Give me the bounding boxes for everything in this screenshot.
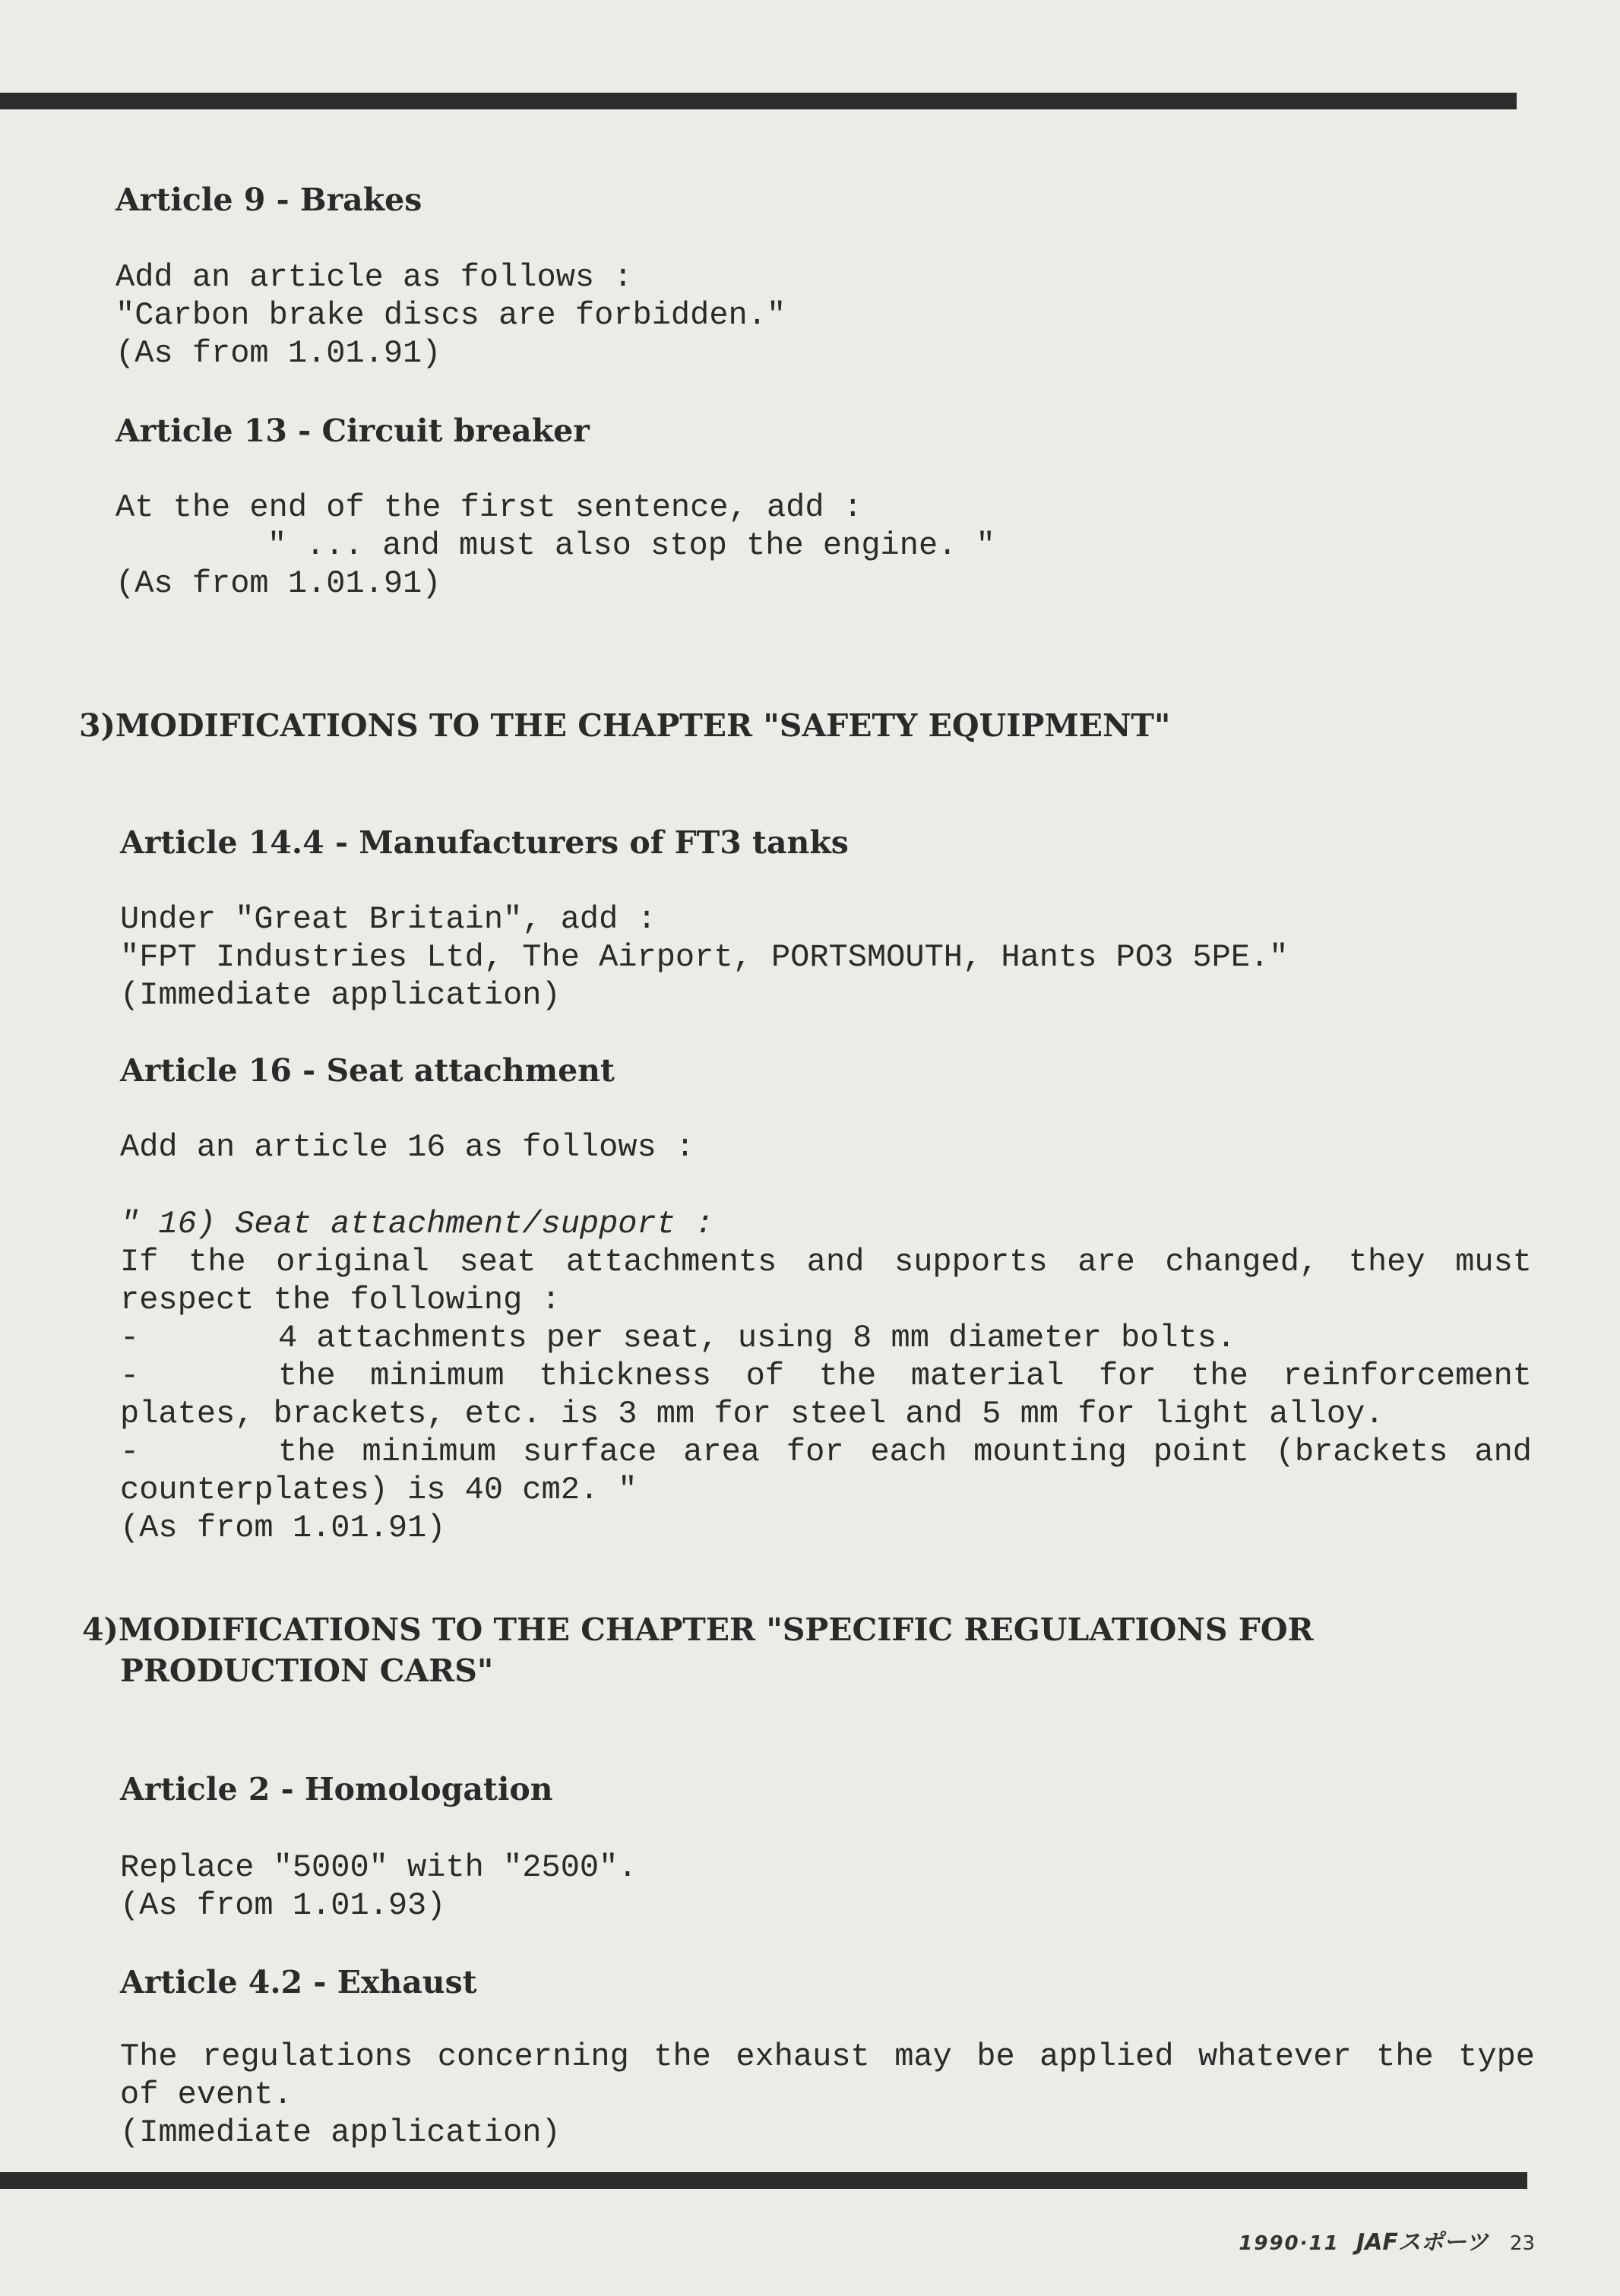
body-line: (Immediate application) (120, 977, 561, 1014)
body-line: (As from 1.01.91) (115, 335, 441, 372)
article-9-body (115, 258, 1535, 372)
body-line: If the original seat attachments and supports are changed, they must (120, 1244, 1532, 1280)
issue-date: 1990·11 (1239, 2232, 1340, 2255)
body-line: Add an article 16 as follows : (120, 1129, 695, 1165)
magazine-name: JAFスポーツ (1356, 2229, 1489, 2256)
article-4-2 (120, 1963, 1539, 2001)
article-14-4-body (120, 900, 1539, 1014)
list-item (120, 1433, 1532, 1471)
article-9 (115, 181, 1535, 219)
body-line: respect the following : (120, 1282, 561, 1318)
body-line: "Carbon brake discs are forbidden." (115, 297, 786, 334)
article-heading: Article 2 - Homologation (120, 1771, 553, 1807)
article-13 (115, 412, 1535, 450)
list-item-text: 4 attachments per seat, using 8 mm diameter bolts. (278, 1320, 1236, 1356)
body-line: (As from 1.01.91) (115, 565, 441, 602)
bottom-rule (0, 2172, 1527, 2189)
bullet-dash: - (120, 1358, 140, 1394)
article-heading: Article 4.2 - Exhaust (120, 1964, 477, 2000)
article-heading: Article 9 - Brakes (115, 182, 422, 218)
body-line: (Immediate application) (120, 2114, 561, 2151)
body-line: (As from 1.01.91) (120, 1510, 446, 1546)
article-13-body (115, 489, 1535, 602)
body-line: counterplates) is 40 cm2. " (120, 1472, 638, 1508)
page-footer (1239, 2223, 1535, 2256)
article-heading: Article 16 - Seat attachment (120, 1052, 615, 1089)
body-line: At the end of the first sentence, add : (115, 489, 862, 526)
body-line: Under "Great Britain", add : (120, 901, 657, 938)
list-item (120, 1319, 1532, 1357)
article-16-body (120, 1128, 1532, 1547)
bullet-dash: - (120, 1434, 140, 1470)
body-line: (As from 1.01.93) (120, 1887, 446, 1924)
body-line: "FPT Industries Ltd, The Airport, PORTSMOUTH, Hants PO3 5PE." (120, 939, 1289, 976)
body-line: of event. (120, 2076, 293, 2113)
section-title: 3)MODIFICATIONS TO THE CHAPTER "SAFETY EQUIPMENT" (79, 707, 1171, 744)
body-line: Add an article as follows : (115, 259, 633, 296)
article-14-4 (120, 824, 1539, 862)
article-2-body (120, 1849, 1539, 1924)
list-item-text: the minimum surface area for each mounting point (brackets and (278, 1434, 1532, 1470)
section-title: PRODUCTION CARS" (120, 1652, 494, 1689)
subarticle-title: " 16) Seat attachment/support : (120, 1206, 714, 1242)
top-rule (0, 93, 1517, 109)
article-heading: Article 14.4 - Manufacturers of FT3 tanks (120, 824, 849, 861)
article-4-2-body (120, 2038, 1535, 2152)
page-number: 23 (1509, 2232, 1535, 2255)
body-line: Replace "5000" with "2500". (120, 1849, 638, 1886)
article-16 (120, 1052, 1539, 1089)
body-line: plates, brackets, etc. is 3 mm for steel and 5 mm for light alloy. (120, 1396, 1384, 1432)
body-line: " ... and must also stop the engine. " (267, 527, 995, 564)
body-line: The regulations concerning the exhaust may be applied whatever the type (120, 2038, 1535, 2075)
section-3-heading (79, 705, 1498, 746)
section-4-heading (82, 1609, 1501, 1691)
list-item (120, 1357, 1532, 1395)
article-heading: Article 13 - Circuit breaker (115, 413, 590, 449)
article-2 (120, 1770, 1539, 1808)
list-item-text: the minimum thickness of the material for the reinforcement (278, 1358, 1532, 1394)
bullet-dash: - (120, 1320, 140, 1356)
section-title: 4)MODIFICATIONS TO THE CHAPTER "SPECIFIC REGULATIONS FOR (82, 1611, 1314, 1648)
